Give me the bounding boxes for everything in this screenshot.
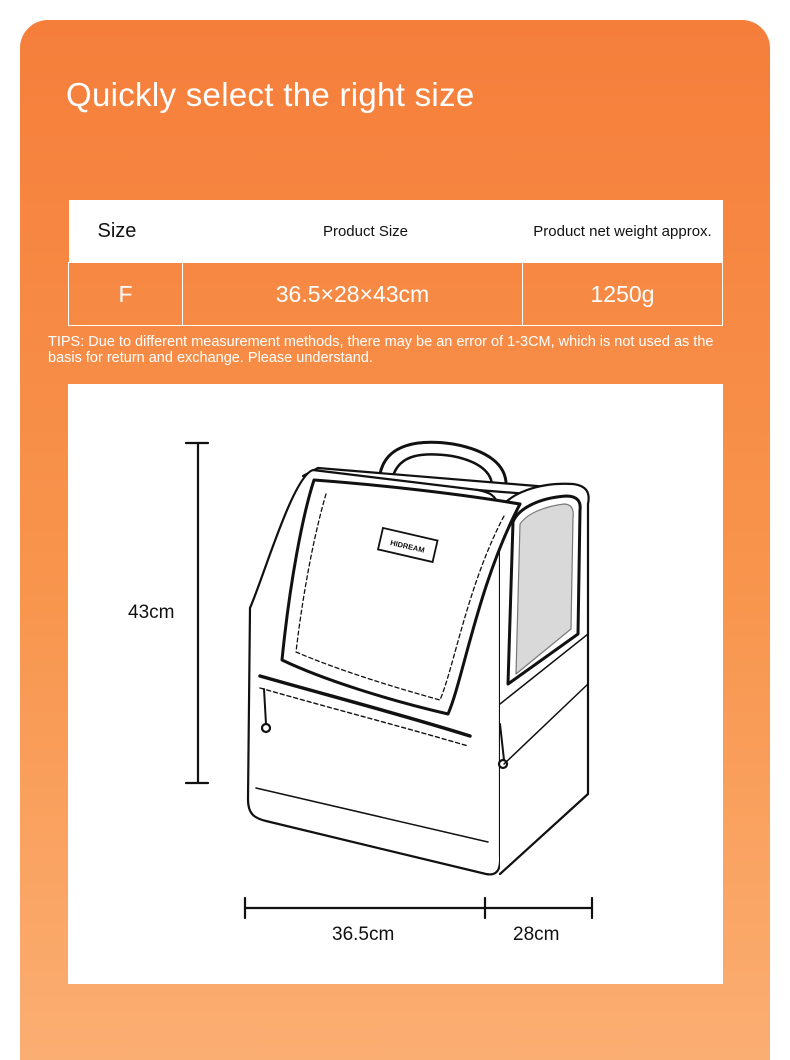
brand-label: HIDREAM xyxy=(389,538,426,555)
depth-dimension-label: 28cm xyxy=(513,924,560,945)
width-dimension-label: 36.5cm xyxy=(332,924,395,945)
column-header-product-size: Product Size xyxy=(183,200,523,263)
table-row xyxy=(69,263,723,326)
cell-weight: 1250g xyxy=(523,263,723,326)
cell-size: F xyxy=(69,263,183,326)
height-dimension-label: 43cm xyxy=(128,602,175,623)
product-diagram-panel xyxy=(68,384,723,984)
column-header-weight: Product net weight approx. xyxy=(523,200,723,263)
pet-carrier-illustration xyxy=(68,384,723,984)
size-table xyxy=(68,200,723,326)
cell-product-size: 36.5×28×43cm xyxy=(183,263,523,326)
size-guide-card xyxy=(20,20,770,1060)
column-header-size: Size xyxy=(69,200,183,263)
tips-note: TIPS: Due to different measurement methods, there may be an error of 1-3CM, which is not used as the basis for return and exchange. Please understand. xyxy=(48,334,714,366)
table-header-row xyxy=(69,200,723,263)
page-title: Quickly select the right size xyxy=(66,76,475,113)
